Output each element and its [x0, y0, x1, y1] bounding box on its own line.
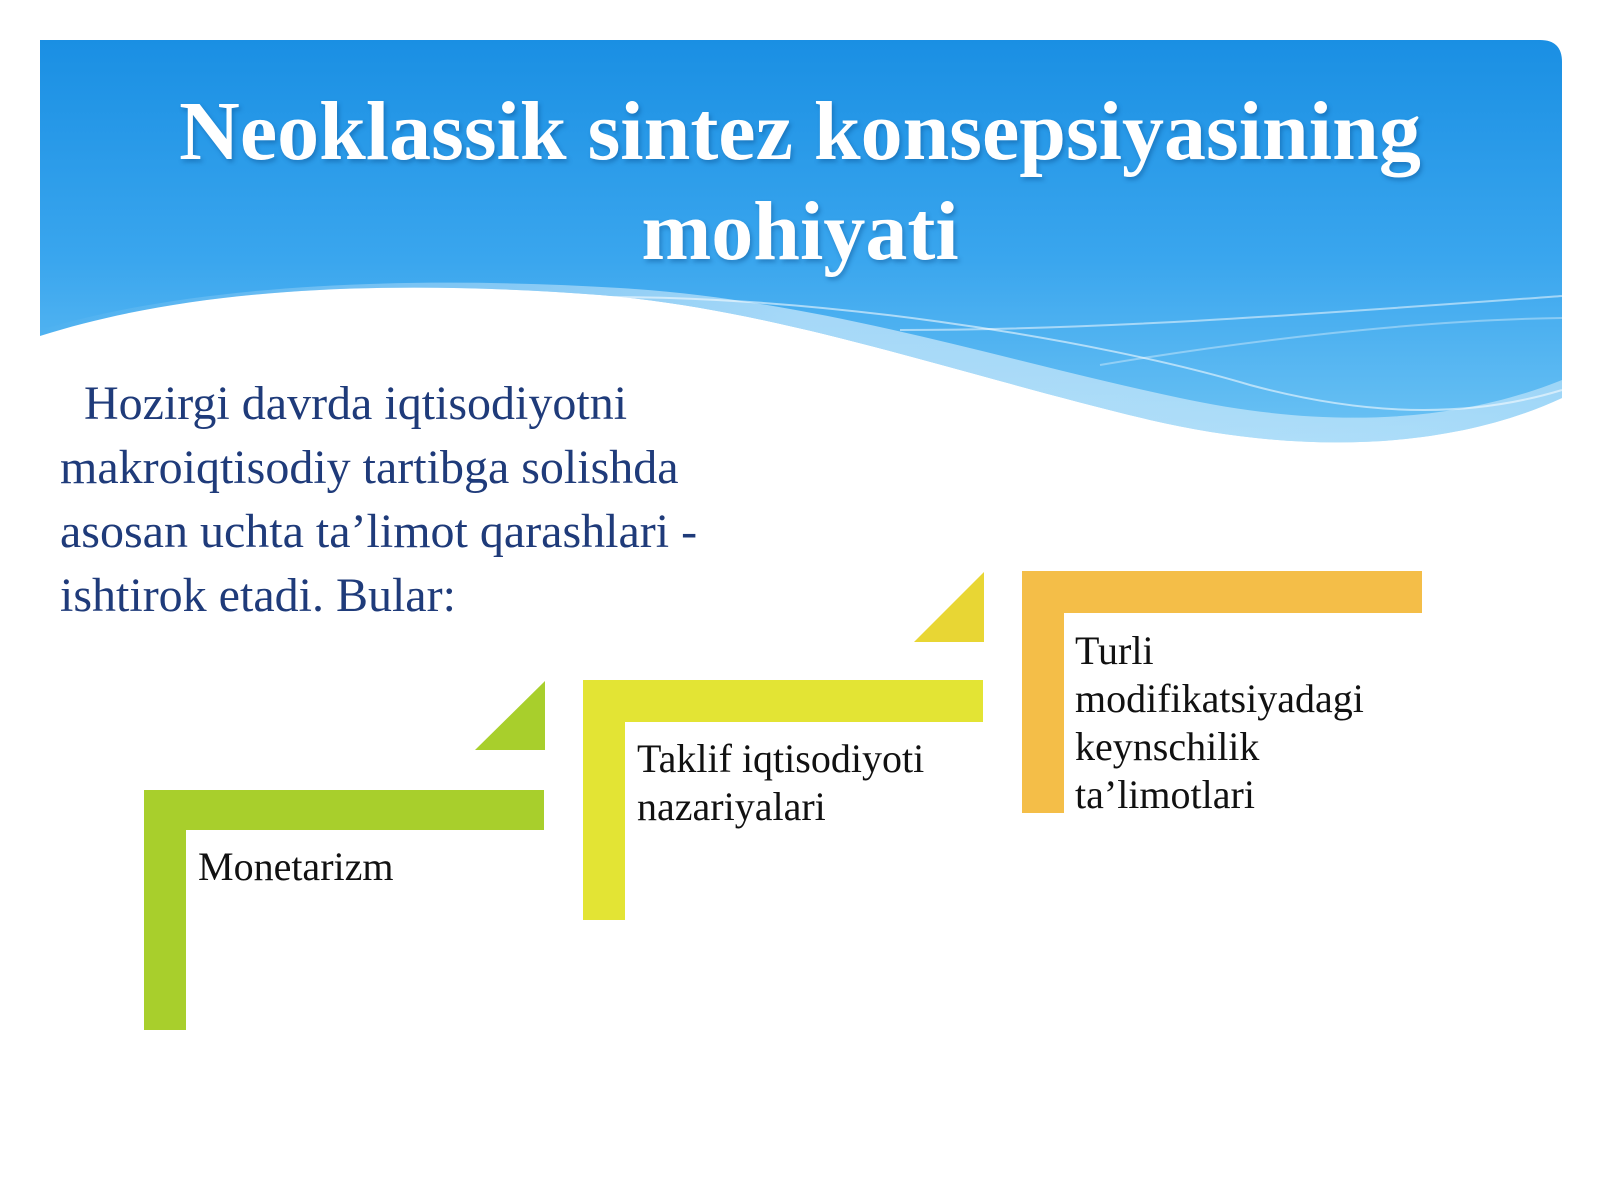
step-3-top-bar [1022, 571, 1422, 613]
step-2-side-bar [583, 680, 625, 920]
step-2-top-bar [583, 680, 983, 722]
intro-paragraph: Hozirgi davrda iqtisodiyotni makroiqtisodiy tartibga solishda asosan uchta ta’limot qarashlari - ishtirok etadi. Bular: [60, 377, 710, 622]
step-3-side-bar [1022, 571, 1064, 813]
step-1-top-bar [144, 790, 544, 830]
slide-title: Neoklassik sintez konsepsiyasining mohiyati [179, 85, 1421, 278]
step-3-label: Turli modifikatsiyadagi keynschilik ta’limotlari [1075, 628, 1364, 817]
step-2-arrow [914, 572, 984, 642]
step-1-label: Monetarizm [198, 844, 394, 889]
step-1-arrow [475, 681, 545, 750]
step-1-side-bar [144, 790, 186, 1030]
step-2-label: Taklif iqtisodiyoti nazariyalari [637, 736, 925, 829]
